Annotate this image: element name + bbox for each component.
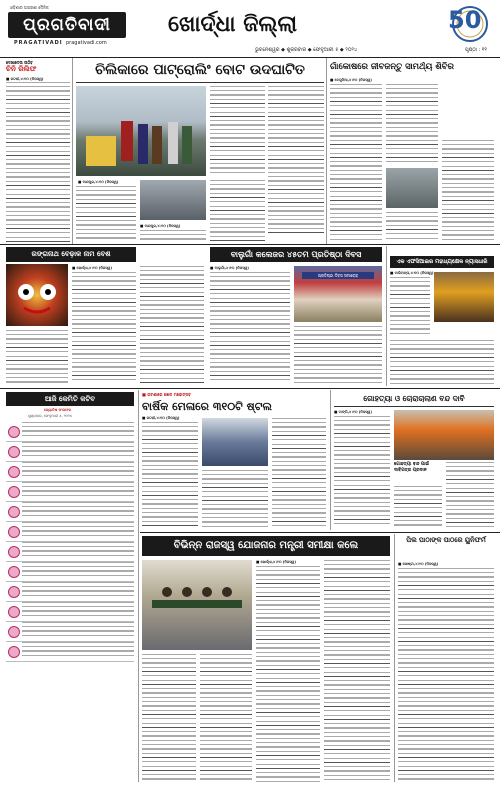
minister-photo (142, 560, 252, 650)
minister-body-col4 (324, 560, 390, 782)
dateline: ଭୁବନେଶ୍ୱର ◆ ଶୁକ୍ରବାର ◆ ଫେବୃଆରୀ ୫ ◆ ୨୦୨୪ (255, 47, 358, 53)
cow-body-col3 (394, 486, 442, 528)
right-mid-body-col1 (390, 277, 430, 335)
chilika-body-col4 (140, 230, 206, 242)
cow-headline: ଗୋହତ୍ୟା ଓ ଚୋରାଚାଲାଣ ବନ୍ଦ ଦାବି (363, 394, 465, 403)
rath-byline: ■ ଖୋର୍ଦ୍ଧା,୪।୧୦ (ନିଜସ୍ୱ) (72, 266, 112, 270)
column-divider (394, 534, 395, 782)
chilika-headline-box (76, 58, 324, 83)
section-rule (0, 388, 500, 389)
sports-photo (202, 418, 268, 466)
zodiac-icon (8, 446, 20, 458)
left-top-kicker: ଦେଖାଦେଉ ଉଠିବ (6, 60, 33, 65)
zodiac-icon (8, 586, 20, 598)
right-top-headline-box (330, 62, 494, 76)
right-top-headline: ଗାଁକୋଷରେ ଜୀବଜନ୍ତୁ ସାମର୍ଥ୍ୟ ଶିବିର (330, 62, 454, 72)
right-top-body-col4 (442, 140, 494, 240)
chilika-byline-2: ■ ବାଣପୁର,୪।୧୦ (ନିଜସ୍ୱ) (140, 224, 181, 228)
chilika-body-col2 (268, 86, 324, 236)
horoscope-row (6, 502, 134, 522)
section-rule (140, 532, 500, 533)
deity-photo (6, 264, 68, 326)
meeting-photo-icon (142, 560, 252, 650)
college-body-col1 (210, 272, 290, 384)
horoscope-list (6, 422, 134, 782)
right-top-body-col1 (330, 84, 382, 240)
chilika-body-col1 (210, 86, 265, 176)
horoscope-subtitle: ଜ୍ୟୋତିଷ ଫଳାଫଳ (44, 408, 72, 412)
chilika-headline: ଚିଲିକାରେ ପାଟ୍ରୋଲିଂ ବୋଟ ଉଦଘାଟିତ (95, 62, 305, 78)
column-divider (72, 58, 73, 244)
rath-body-col1 (72, 272, 136, 384)
anniversary-number: 50 (448, 6, 482, 34)
cow-body-col2 (446, 462, 494, 528)
chilika-body-col3 (76, 186, 136, 242)
right-top-byline: ■ ବେଗୁନିଆ,୪।୧୦ (ନିଜସ୍ୱ) (330, 78, 372, 82)
horoscope-row (6, 422, 134, 442)
cow-byline: ■ ଟାଙ୍ଗି,୪।୧୦ (ନିଜସ୍ୱ) (334, 410, 373, 414)
deity-image-icon (6, 264, 68, 326)
right-mid-photo (434, 272, 494, 322)
newspaper-logo: ପ୍ରଗତିବାଦୀ (8, 12, 126, 38)
horoscope-row (6, 642, 134, 662)
chilika-byline: ■ ବାଣପୁର,୪।୧୦ (ନିଜସ୍ୱ) (78, 180, 119, 184)
school-headline-box (398, 536, 494, 560)
chilika-body-col5 (210, 180, 265, 242)
district-title: ଖୋର୍ଦ୍ଧା ଜିଲ୍ଲା (168, 12, 298, 37)
sports-headline: ବାର୍ଷିକ ମେଳାରେ ୩୧୦ଟି ଷ୍ଟଲ (142, 400, 272, 413)
column-divider (386, 246, 387, 386)
sports-body-col1 (142, 422, 198, 528)
left-top-kicker-block (6, 60, 70, 74)
cow-quote: ଗୋହତ୍ୟା ବନ୍ଦ ପାଇଁ ଦାବିପତ୍ର ପ୍ରଦାନ (394, 462, 430, 473)
cow-headline-box (334, 392, 494, 407)
chilika-photo (76, 86, 206, 176)
right-top-body-col3 (386, 212, 438, 240)
rath-body-col3 (140, 266, 204, 384)
column-divider (138, 390, 139, 782)
horoscope-row (6, 562, 134, 582)
sports-body-col2 (202, 470, 268, 528)
zodiac-icon (8, 626, 20, 638)
zodiac-icon (8, 566, 20, 578)
left-top-byline: ■ ଜଟଣୀ,୪।୧୦ (ନିଜସ୍ୱ) (6, 77, 44, 81)
school-byline: ■ କୋଷ୍ଟା,୪।୧୦ (ନିଜସ୍ୱ) (398, 562, 439, 566)
minister-body-col3 (200, 654, 252, 782)
sports-kicker: ■ ଜଟଣୀରେ ଖେଳ ମହୋତ୍ସବ (142, 392, 191, 397)
section-rule (0, 244, 500, 245)
horoscope-row (6, 522, 134, 542)
college-byline: ■ ବାଲୁଗାଁ,୪।୧୦ (ନିଜସ୍ୱ) (210, 266, 249, 270)
horoscope-headline: ଆଜି କେମିତି କଟିବ (6, 392, 134, 406)
zodiac-icon (8, 646, 20, 658)
horoscope-row (6, 602, 134, 622)
rath-headline: ରଙ୍ଗନାଥ ବେଢ଼ାକ ନାମ ବେଶ (6, 247, 136, 262)
cow-body-col1 (334, 416, 390, 528)
page-number: ପୃଷ୍ଠା : ୧୧ (465, 47, 487, 53)
zodiac-icon (8, 526, 20, 538)
horoscope-row (6, 482, 134, 502)
school-body (398, 568, 494, 782)
right-top-photo (386, 168, 438, 208)
dateline-bar (0, 46, 500, 58)
rath-body-col2 (6, 330, 68, 384)
horoscope-row (6, 442, 134, 462)
cow-photo (394, 410, 494, 460)
masthead-tagline: ଓଡ଼ିଶାର ଅଗ୍ରଣୀ ଦୈନିକ (10, 5, 49, 10)
minister-body-col2 (142, 654, 196, 782)
zodiac-icon (8, 466, 20, 478)
horoscope-row (6, 542, 134, 562)
school-headline: ପିଲ ପାଠାଙ୍କ ପାଠରେ ୟୁନିଫର୍ମ (406, 536, 486, 544)
horoscope-row (6, 582, 134, 602)
masthead (0, 0, 500, 58)
college-photo (294, 266, 382, 322)
college-body-col2 (294, 326, 382, 384)
zodiac-icon (8, 546, 20, 558)
horoscope-date: ଶୁକ୍ରବାର, ଫେବୃଆରୀ ୫, ୨୦୨୪ (28, 414, 72, 418)
college-headline: ବାଲୁଗାଁ କଲେଜର ୪୫ତମ ପ୍ରତିଷ୍ଠା ଦିବସ (210, 247, 382, 262)
horoscope-row (6, 462, 134, 482)
chilika-small-photo (140, 180, 206, 220)
horoscope-row (6, 622, 134, 642)
minister-byline: ■ ଖୋର୍ଦ୍ଧା,୪।୧୦ (ନିଜସ୍ୱ) (256, 560, 296, 564)
left-top-title: ଚିନି ରିଲିଫ (6, 65, 37, 73)
left-top-body (6, 82, 70, 242)
sports-byline: ■ ଜଟଣୀ,୪।୧୦ (ନିଜସ୍ୱ) (142, 416, 180, 420)
column-divider (326, 58, 327, 244)
column-divider (330, 390, 331, 530)
minister-body-col1 (256, 566, 320, 782)
college-banner: ପ୍ରତିଷ୍ଠା ଦିବସ ସମାରୋହ (302, 272, 374, 279)
zodiac-icon (8, 506, 20, 518)
right-mid-headline: ଏକ ଏଫସିଆଇର ମହାଧ୍ୟକ୍ଷେକ ନ୍ୟାସଧାରି (390, 256, 494, 268)
minister-headline: ବିଭିନ୍ନ ରାଜସ୍ୱ ଯୋଜନାର ମନ୍ତ୍ରୀ ସମୀକ୍ଷା କଲେ (142, 536, 390, 556)
right-mid-byline: ■ ବାଲିଅନ୍ତା,୪।୧୦ (ନିଜସ୍ୱ) (390, 271, 434, 275)
zodiac-icon (8, 486, 20, 498)
logo-subtitle: PRAGATIVADI (14, 40, 63, 46)
boat-launch-photo-icon (76, 86, 206, 176)
website-url: pragativadi.com (66, 40, 107, 46)
right-top-body-col2 (386, 84, 438, 164)
zodiac-icon (8, 426, 20, 438)
zodiac-icon (8, 606, 20, 618)
right-mid-body-col2 (390, 340, 494, 384)
sports-body-col3 (272, 418, 326, 528)
